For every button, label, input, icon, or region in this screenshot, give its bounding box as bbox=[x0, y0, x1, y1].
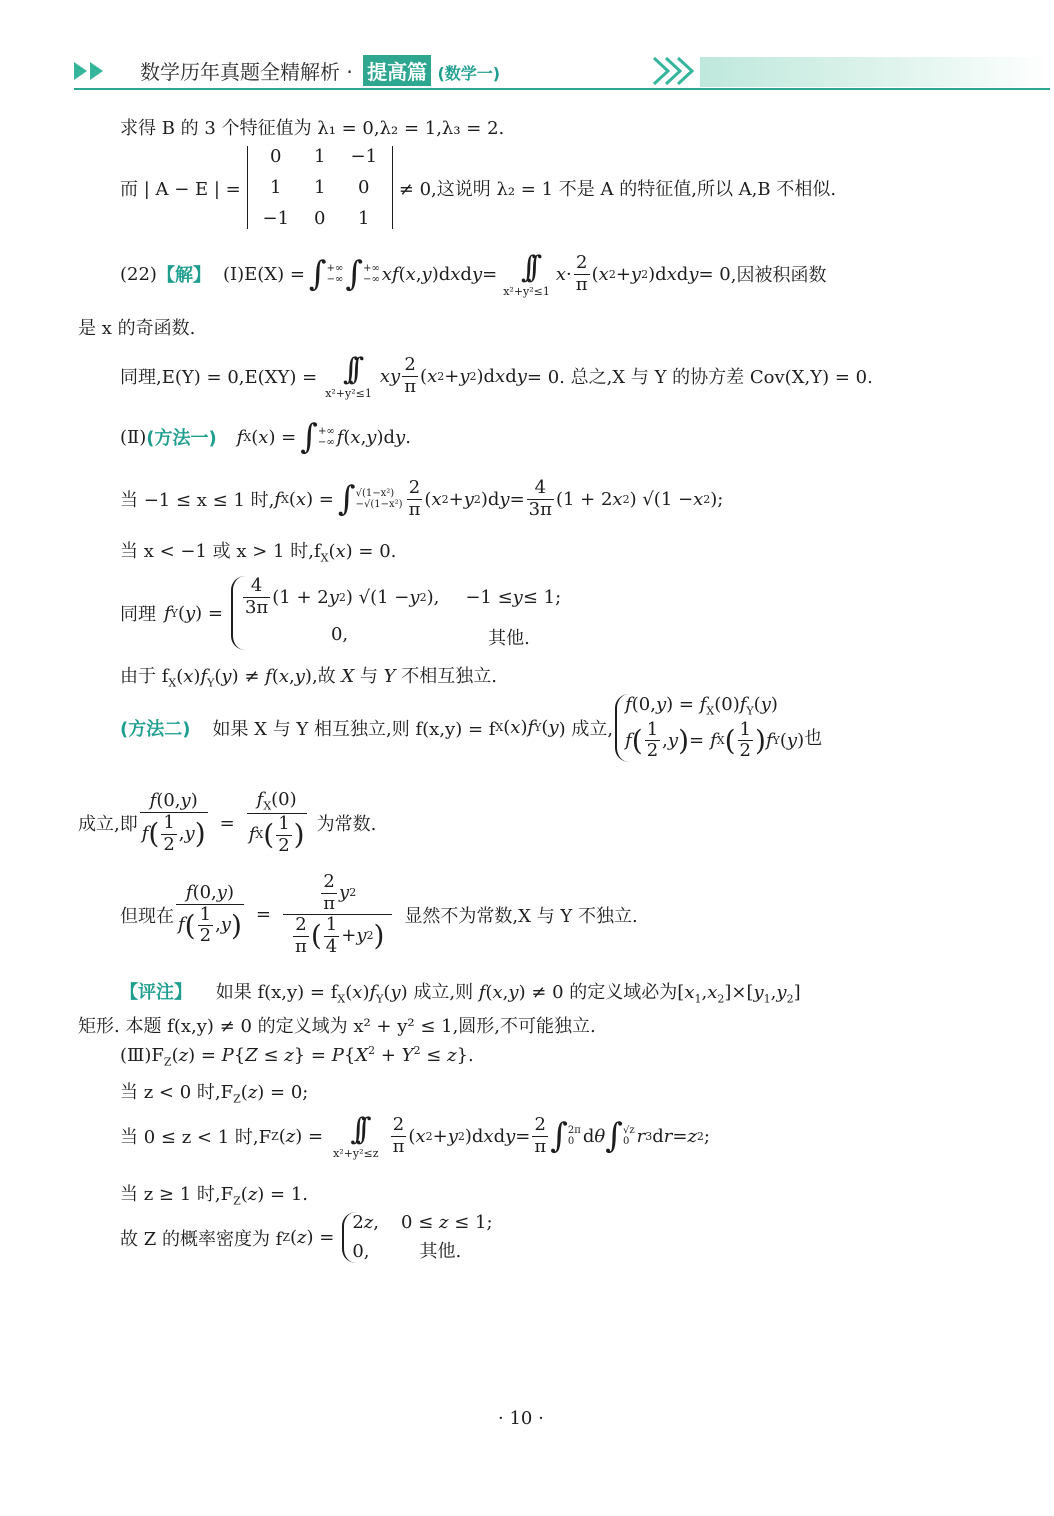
det-matrix bbox=[247, 146, 393, 229]
fx-line: 当 −1 ≤ x ≤ 1 时, f X ( x ) = ∫ √(1−x²) −√(1−x²) $\frac{2}{\pi}$ ( x 2 + y 2 )d y = $\frac{4}{3\pi}$ (1 + 2 x 2 ) √(1 − x 2 ); bbox=[120, 477, 724, 520]
comment-text: 如果 f(x,y) = f bbox=[215, 982, 338, 1003]
fy-prefix: 同理 bbox=[120, 604, 156, 626]
fy-line: 同理 f Y ( y ) = $\frac{4}{3\pi}$ (1 + 2 y 2 ) √(1 − y 2 ), −1 ≤ y ≤ 1; 0, 其他. bbox=[120, 575, 562, 650]
page-number: · 10 · bbox=[498, 1408, 544, 1429]
part3-prefix: (Ⅲ)F bbox=[120, 1045, 164, 1066]
fz-middle-line: 当 0 ≤ z < 1 时,F Z ( z ) = ∫∫ x²+y²≤z $\frac{2}{\pi}$ ( x 2 + y 2 )d x d y = $\frac{2}{\pi}$ ∫ 2π 0 d θ ∫ √z 0 r 3 d r = z 2 ; bbox=[120, 1112, 710, 1160]
header-arrows-icon bbox=[74, 62, 106, 85]
part3-line: $(Ⅲ)F_Z(z) = P\{Z \le z\} = P\{X^2 + Y^2 \le z\}$. bbox=[120, 1044, 474, 1069]
method2-label: (方法二) bbox=[120, 718, 191, 740]
comment-label: 【评注】 bbox=[120, 982, 192, 1003]
eigenvalue-line bbox=[120, 114, 504, 140]
fx-zero-line: 当 x < −1 或 x > 1 时$,f_X(x) = 0$. bbox=[120, 541, 397, 565]
odd-function-text: 是 x 的奇函数. bbox=[78, 318, 196, 339]
det-prefix: 而 | A − E | = bbox=[120, 178, 241, 200]
ratio-line: 成立,即 f(0,y) f ( $\frac{1}{2}$ , y ) = $f_X(0)$ f X ( $\frac{1}{2}$ ) 为常数. bbox=[78, 789, 377, 856]
method2-tail: 也 bbox=[804, 728, 823, 749]
q22-number: (22) bbox=[120, 263, 157, 285]
matrix-cell: 0 bbox=[314, 208, 326, 229]
header-band bbox=[700, 57, 1050, 87]
rectangle-line bbox=[78, 1012, 596, 1038]
header-rule bbox=[74, 88, 1050, 90]
fx-zero-text: 当 x < −1 或 x > 1 时,f bbox=[120, 541, 321, 562]
method1-line: (Ⅱ) (方法一) f X ( x ) = ∫ +∞ −∞ f ( x , y )d y . bbox=[120, 417, 411, 457]
but-now-suffix: 显然不为常数,X 与 Y 不独立. bbox=[404, 905, 638, 927]
determinant-line bbox=[120, 146, 836, 229]
fz-one-line: 当 z ≥ 1 时$,F_Z(z) = 1$. bbox=[120, 1184, 309, 1208]
fz-middle-prefix: 当 0 ≤ z < 1 时,F bbox=[120, 1127, 272, 1148]
density-other: 其他. bbox=[419, 1241, 462, 1262]
method2-cases: $f(0,y) = f_X(0)f_Y(y)$ f ( $\frac{1}{2}$ , y ) = f X ( $\frac{1}{2}$ ) f Y ( y ) bbox=[615, 694, 804, 762]
not-independent-line: 由于 $f_X(x)f_Y(y) \ne f(x,y)$,故 X 与 Y 不相互独立. bbox=[120, 666, 498, 690]
method2-line: (方法二) 如果 X 与 Y 相互独立,则 f(x,y) = f X ( x ) f Y ( y ) 成立, $f(0,y) = f_X(0)f_Y(y)$ f ( $\frac{1}{2}$ , y ) = f X ( $\frac{1}{2}$ ) f Y ( y ) 也 bbox=[120, 694, 823, 762]
not-independent-prefix: 由于 f bbox=[120, 666, 169, 687]
matrix-cell: −1 bbox=[350, 146, 378, 167]
fz-one-text: 当 z ≥ 1 时,F bbox=[120, 1184, 234, 1205]
cov-prefix: 同理,E(Y) = 0,E(XY) = bbox=[120, 367, 318, 388]
fx-prefix: 当 −1 ≤ x ≤ 1 时, bbox=[120, 490, 275, 512]
matrix-cell: 1 bbox=[314, 146, 326, 167]
fz-negative-line: 当 z < 0 时$,F_Z(z) = 0$; bbox=[120, 1082, 309, 1106]
fz-negative-text: 当 z < 0 时,F bbox=[120, 1082, 234, 1103]
solution-label: 【解】 bbox=[156, 265, 211, 286]
fy-cases: $\frac{4}{3\pi}$ (1 + 2 y 2 ) √(1 − y 2 ), −1 ≤ y ≤ 1; 0, 其他. bbox=[231, 576, 561, 650]
header-subtitle: (数学一) bbox=[437, 64, 501, 83]
ex-prefix: (Ⅰ)E(X) = bbox=[222, 263, 305, 285]
density-cases: 2z, 0 ≤ z ≤ 1; 0, 其他. bbox=[342, 1212, 492, 1263]
header-title-text: 数学历年真题全精解析 · bbox=[140, 60, 353, 84]
matrix-cell: 0 bbox=[358, 177, 370, 198]
method2-text: 如果 X 与 Y 相互独立,则 f(x,y) = f bbox=[212, 718, 496, 740]
comment-line: 【评注】 如果 $f(x,y) = f_X(x)f_Y(y)$ 成立,则 f(x,y) ≠ 0 的定义域必为$[x_1,x_2]\times[y_1,y_2]$ bbox=[120, 982, 801, 1006]
fy-other: 其他. bbox=[488, 628, 530, 650]
but-now-line: 但现在 f(0,y) f ( $\frac{1}{2}$ , y ) = $\frac{2}{\pi}$ y 2 $\frac{2}{\pi}$ ( $\frac{1}{4}$ + y 2 ) 显然不为常数,X 与 Y 不独立. bbox=[120, 871, 638, 958]
header-chevron-icon bbox=[652, 56, 698, 91]
matrix-cell: 1 bbox=[358, 208, 370, 229]
odd-function-line bbox=[78, 314, 195, 340]
ratio-suffix: 为常数. bbox=[316, 814, 377, 836]
cov-suffix: = 0. 总之,X 与 Y 的协方差 Cov(X,Y) = 0. bbox=[526, 367, 873, 388]
det-suffix: ≠ 0,这说明 λ₂ = 1 不是 A 的特征值,所以 A,B 不相似. bbox=[398, 178, 837, 200]
rectangle-text: 矩形. 本题 f(x,y) ≠ 0 的定义域为 x² + y² ≤ 1,圆形,不可能独立. bbox=[78, 1016, 596, 1037]
density-prefix: 故 Z 的概率密度为 f bbox=[120, 1228, 283, 1250]
header-badge: 提高篇 bbox=[363, 55, 431, 86]
method1-label: (方法一) bbox=[146, 428, 217, 449]
q22-line: (22) 【解】 (Ⅰ)E(X) = ∫ +∞ −∞ ∫ +∞ −∞ xf ( x , y )d x d y = ∫∫ x²+y²≤1 x · $\frac{2}{\pi}$ ( x 2 + y 2 )d x d y = 0 ,因被积函数 bbox=[120, 250, 827, 298]
matrix-cell: 1 bbox=[270, 177, 282, 198]
matrix-cell: 1 bbox=[314, 177, 326, 198]
cov-line: 同理,E(Y) = 0,E(XY) = ∫∫ x²+y²≤1 xy $\frac{2}{\pi}$ ( x 2 + y 2 )d x d y = 0. 总之,X 与 Y 的协方差 Cov(X,Y) = 0. bbox=[120, 352, 873, 400]
eigenvalue-text: 求得 B 的 3 个特征值为 λ₁ = 0,λ₂ = 1,λ₃ = 2. bbox=[120, 118, 505, 139]
matrix-cell: 0 bbox=[270, 146, 282, 167]
density-line: 故 Z 的概率密度为 f Z ( z ) = 2z, 0 ≤ z ≤ 1; 0, 其他. bbox=[120, 1212, 493, 1262]
matrix-cell: −1 bbox=[262, 208, 290, 229]
but-now-prefix: 但现在 bbox=[120, 905, 174, 927]
header-title bbox=[140, 55, 500, 86]
ratio-prefix: 成立,即 bbox=[78, 814, 138, 836]
part2-label: (Ⅱ) bbox=[120, 426, 147, 448]
ex-suffix: ,因被积函数 bbox=[730, 265, 827, 286]
